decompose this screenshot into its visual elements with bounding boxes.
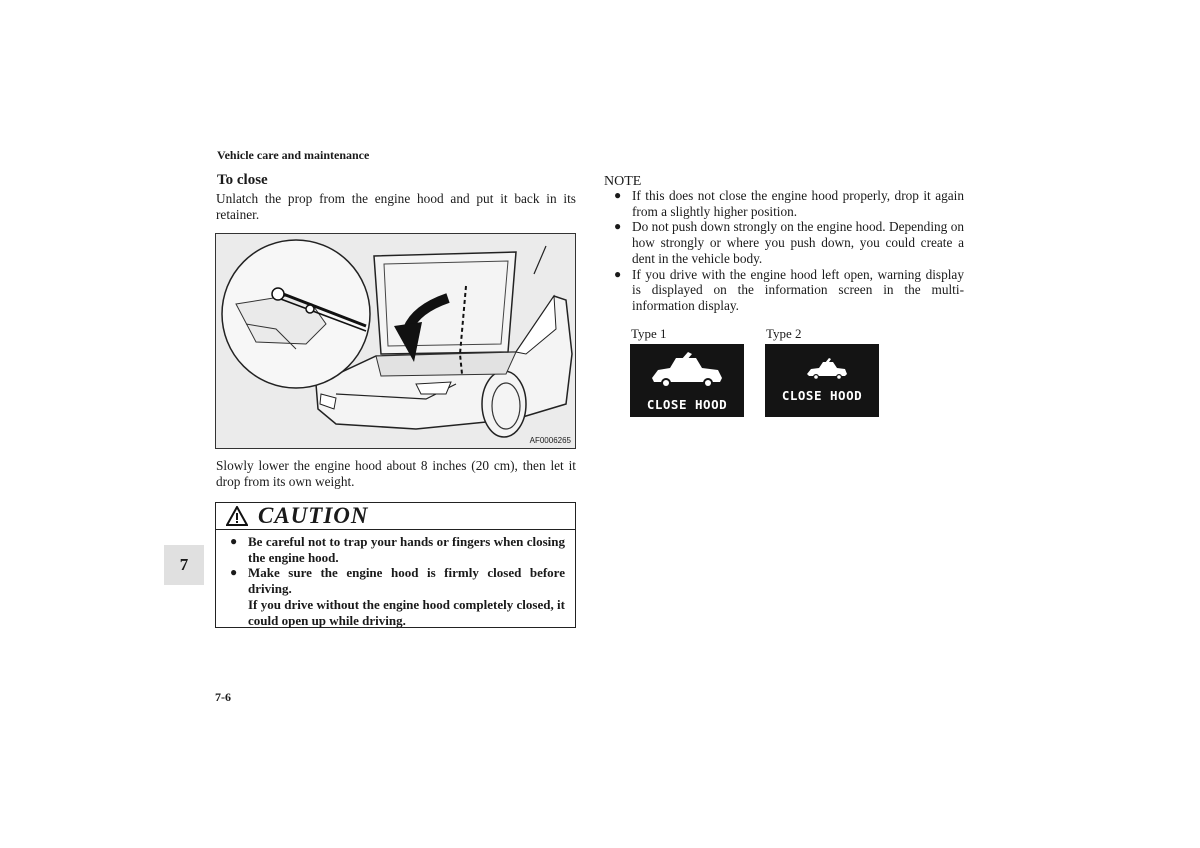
page-number: 7-6 (215, 690, 231, 704)
caution-item (230, 565, 565, 628)
close-hood-display-type1 (630, 344, 744, 417)
intro-paragraph: Unlatch the prop from the engine hood and put it back in its retainer. (216, 191, 576, 222)
note-item (614, 219, 964, 266)
close-hood-text: CLOSE HOOD (646, 397, 728, 412)
note-item (614, 188, 964, 219)
warning-triangle-icon (226, 506, 248, 526)
figure-code: AF0006265 (529, 436, 571, 445)
caution-item-text: Make sure the engine hood is firmly closed before driving. (248, 565, 565, 597)
bullet-icon: ● (614, 188, 622, 202)
note-item-text: Do not push down strongly on the engine hood. Depending on how strongly or where you push down, you could create a dent in the vehicle body. (632, 219, 964, 266)
bullet-icon: ● (614, 266, 622, 281)
chapter-tab: 7 (164, 545, 204, 585)
hood-figure (215, 233, 576, 449)
section-header: Vehicle care and maintenance (217, 148, 370, 162)
type1-label: Type 1 (631, 326, 667, 341)
bullet-icon: ● (230, 534, 238, 548)
car-hood-open-icon (630, 344, 744, 394)
note-item-text: If you drive with the engine hood left open, warning display is displayed on the information screen in the multi-information display. (632, 266, 964, 313)
caution-item-text: Be careful not to trap your hands or fingers when closing the engine hood. (248, 534, 565, 565)
caution-item-subtext: If you drive without the engine hood completely closed, it could open up while driving. (248, 596, 565, 628)
caution-item (230, 534, 565, 565)
bullet-icon: ● (614, 219, 622, 234)
caution-title: CAUTION (258, 503, 369, 528)
bullet-icon: ● (230, 565, 238, 580)
caution-box (215, 502, 576, 628)
note-list (614, 188, 964, 314)
type2-label: Type 2 (766, 326, 802, 341)
note-item-text: If this does not close the engine hood properly, drop it again from a slightly higher position. (632, 188, 964, 219)
caution-title-bar (216, 503, 575, 530)
car-hood-open-icon (765, 344, 879, 384)
caution-item-content (248, 565, 565, 628)
note-item (614, 267, 964, 314)
note-label: NOTE (604, 174, 642, 189)
car-hood-illustration (216, 234, 575, 448)
caution-list (216, 530, 575, 628)
close-hood-text: CLOSE HOOD (781, 388, 863, 403)
lower-hood-paragraph: Slowly lower the engine hood about 8 inches (20 cm), then let it drop from its own weight. (216, 458, 576, 489)
close-hood-display-type2 (765, 344, 879, 417)
section-heading: To close (217, 172, 268, 188)
